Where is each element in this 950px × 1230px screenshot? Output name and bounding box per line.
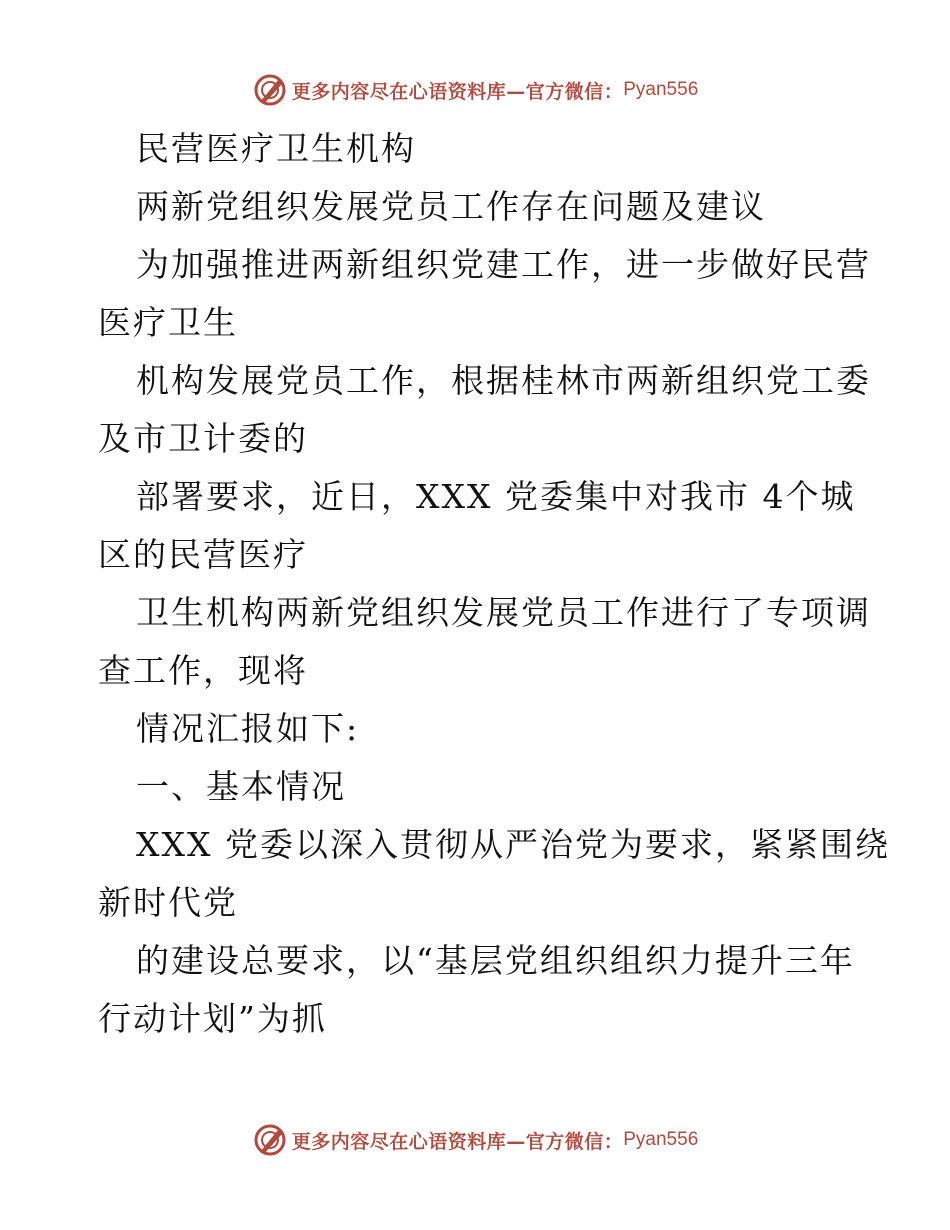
text-line: 机构发展党员工作，根据桂林市两新组织党工委 <box>136 361 871 400</box>
pen-logo-icon <box>252 1122 288 1158</box>
text-line: 查工作，现将 <box>98 651 308 690</box>
text-line: 民营医疗卫生机构 <box>136 129 416 168</box>
text-line: 行动计划”为抓 <box>98 999 327 1038</box>
watermark-text: 更多内容尽在心语资料库—官方微信： <box>291 1130 624 1153</box>
text-line: 卫生机构两新党组织发展党员工作进行了专项调 <box>136 593 871 632</box>
text-line: 两新党组织发展党员工作存在问题及建议 <box>136 187 766 226</box>
watermark-account: Pyan556 <box>623 79 699 100</box>
watermark-account: Pyan556 <box>623 1129 699 1150</box>
header-watermark <box>0 70 950 110</box>
text-line: XXX 党委以深入贯彻从严治党为要求，紧紧围绕 <box>136 825 890 864</box>
document-body <box>98 120 890 1048</box>
text-line: 为加强推进两新组织党建工作，进一步做好民营 <box>136 245 871 284</box>
text-line: 的建设总要求，以“基层党组织组织力提升三年 <box>136 941 855 980</box>
text-line: 部署要求，近日，XXX 党委集中对我市 4个城 <box>136 477 856 516</box>
footer-watermark <box>0 1120 950 1160</box>
watermark-text: 更多内容尽在心语资料库—官方微信： <box>291 80 624 103</box>
pen-logo-icon <box>252 72 288 108</box>
text-line: 及市卫计委的 <box>98 419 308 458</box>
text-line: 一、基本情况 <box>136 767 346 806</box>
text-line: 情况汇报如下: <box>136 709 360 748</box>
text-line: 新时代党 <box>98 883 238 922</box>
text-line: 区的民营医疗 <box>98 535 308 574</box>
text-line: 医疗卫生 <box>98 303 238 342</box>
